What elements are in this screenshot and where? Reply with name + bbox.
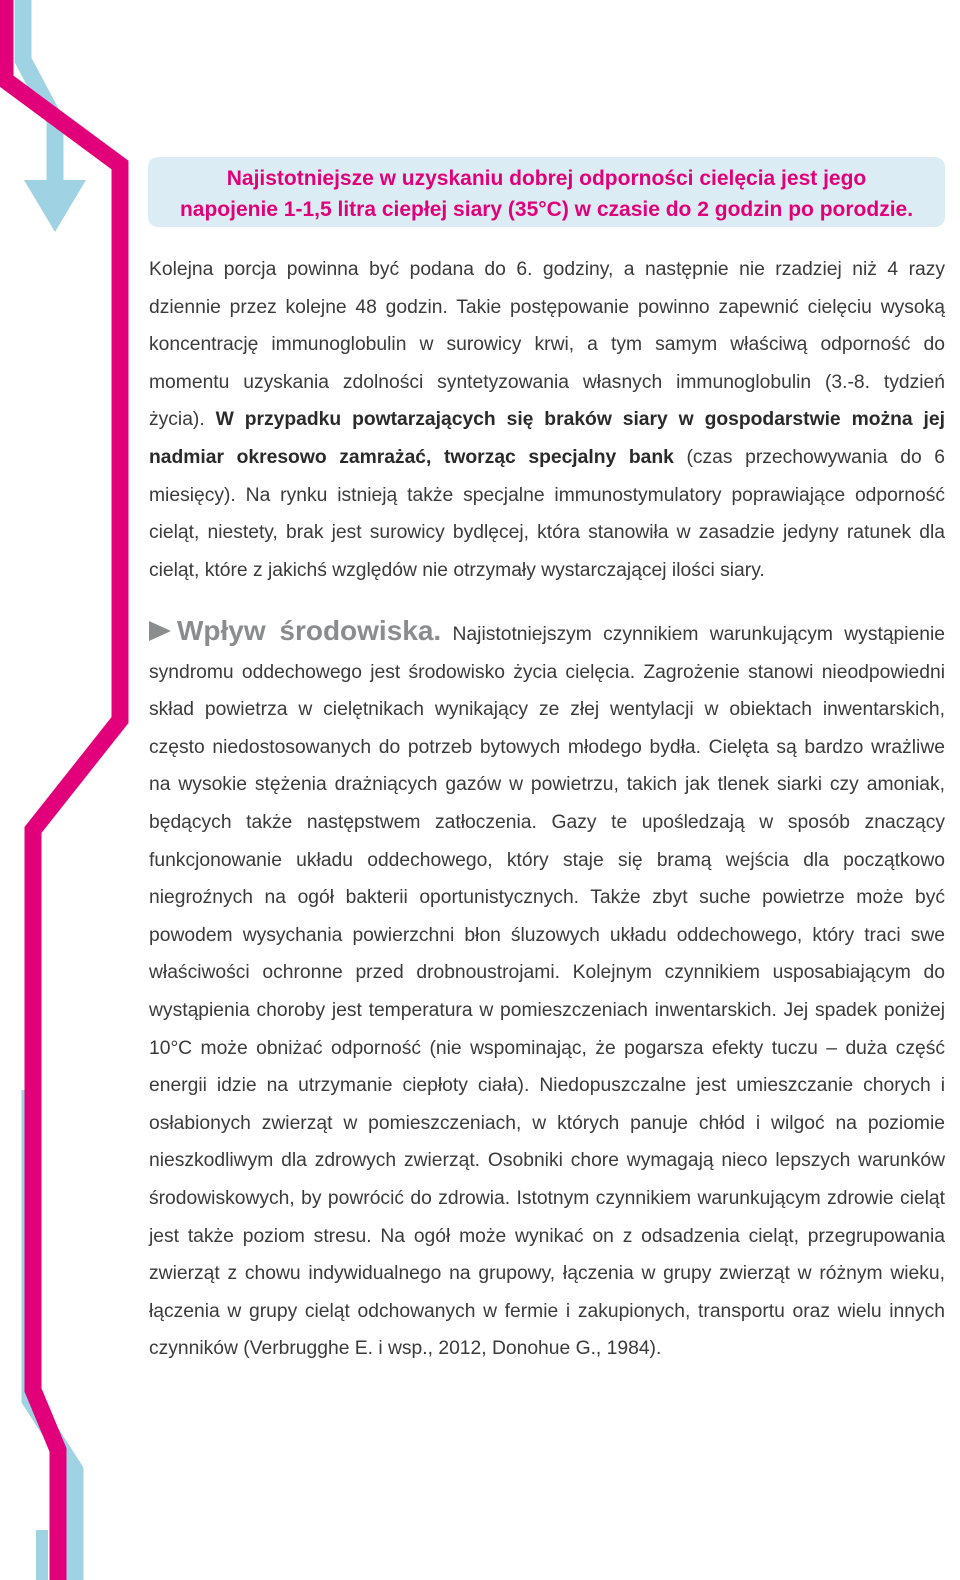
section-heading: Wpływ środowiska. (177, 615, 442, 646)
highlight-callout (148, 157, 945, 227)
paragraph-environment (149, 612, 945, 1368)
paragraph-text: (czas przechowywania do 6 miesięcy). Na rynku istnieją także specjalne immunostymulatory poprawiające odporność cieląt, niestety, brak jest surowicy bydlęcej, która stanowiła w zasadzie jedyny ratunek dla cieląt, które z jakichś względów nie otrzymały wystarczającej ilości siary. (149, 446, 945, 581)
triangle-bullet-icon (149, 621, 171, 641)
paragraph-colostrum (149, 251, 945, 589)
paragraph-text: Kolejna porcja powinna być podana do 6. godziny, a następnie nie rzadziej niż 4 razy dziennie przez kolejne 48 godzin. Takie postępowanie powinno zapewnić cielęciu wysoką koncentrację immunoglobulin w surowicy krwi, a tym samym właściwą odporność do momentu uzyskania zdolności syntetyzowania własnych immunoglobulin (3.-8. tydzień życia). (149, 259, 945, 431)
blue-arrow-down-icon (24, 180, 86, 232)
bold-text: W przypadku powtarzających się braków siary w gospodarstwie można jej nadmiar okresowo zamrażać, tworząc specjalny bank (149, 409, 945, 468)
paragraph-text: Najistotniejszym czynnikiem warunkującym wystąpienie syndromu oddechowego jest środowisko życia cielęcia. Zagrożenie stanowi nieodpowiedni skład powietrza w cielętnikach wynikający ze złej wentylacji w obiektach inwentarskich, często niedostosowanych do potrzeb bytowych młodego bydła. Cielęta są bardzo wrażliwe na wysokie stężenia drażniących gazów w powietrzu, takich jak tlenek siarki czy amoniak, będących także następstwem zatłoczenia. Gazy te upośledzają w sposób znaczący funkcjonowanie układu oddechowego, który staje się bramą wejścia dla początkowo niegroźnych na ogół bakterii oportunistycznych. Także zbyt suche powietrze może być powodem wysychania powierzchni błon śluzowych układu oddechowego, który traci swe właściwości ochronne przed drobnoustrojami. Kolejnym czynnikiem usposabiającym do wystąpienia choroby jest temperatura w pomieszczeniach inwentarskich. Jej spadek poniżej 10°C może obniżać odporność (nie wspominając, że pogarsza efekty tuczu – duża część energii idzie na utrzymanie ciepłoty ciała). Niedopuszczalne jest umieszczanie chorych i osłabionych zwierząt w pomieszczeniach, w których panuje chłód i wilgoć na poziomie nieszkodliwym dla zdrowych zwierząt. Osobniki chore wymagają nieco lepszych warunków środowiskowych, by powrócić do zdrowia. Istotnym czynnikiem warunkującym zdrowie cieląt jest także poziom stresu. Na ogół może wynikać on z odsadzenia cieląt, przegrupowania zwierząt z chowu indywidualnego na grupowy, łączenia w grupy zwierząt w różnym wieku, łączenia w grupy cieląt odchowanych w fermie i zakupionych, transportu oraz wielu innych czynników (Verbrugghe E. i wsp., 2012, Donohue G., 1984). (149, 624, 945, 1360)
callout-line-2: napojenie 1-1,5 litra ciepłej siary (35°C) w czasie do 2 godzin po porodzie. (179, 198, 914, 221)
callout-line-1: Najistotniejsze w uzyskaniu dobrej odporności cielęcia jest jego (226, 167, 867, 190)
